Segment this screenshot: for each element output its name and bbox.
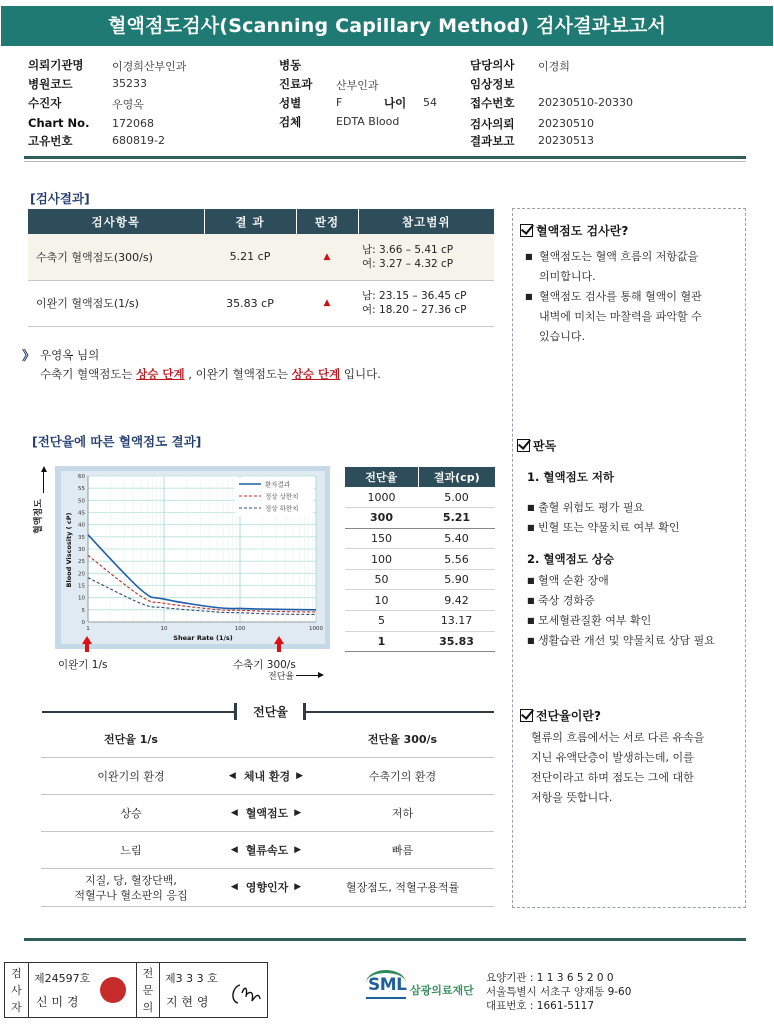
result-item: 수축기 혈액점도(300/s) bbox=[28, 234, 204, 280]
value-doctor: 이경희 bbox=[538, 60, 570, 73]
viscosity-chart bbox=[55, 466, 330, 649]
q1-bullet bbox=[525, 247, 740, 287]
right-arrow-icon bbox=[318, 672, 324, 678]
q3-text: 혈류의 흐름에서는 서로 다른 유속을 지닌 유액단층이 발생하는데, 이를 전단이라고 하며 점도는 그에 대한 저항을 뜻합니다. bbox=[531, 731, 705, 804]
shear-row bbox=[345, 590, 495, 611]
shear-result: 5.21 bbox=[418, 508, 495, 529]
high-title: 2. 혈액점도 상승 bbox=[527, 552, 615, 566]
shear-row bbox=[345, 508, 495, 529]
value-specimen: EDTA Blood bbox=[336, 115, 400, 128]
label-chart-no: Chart No. bbox=[28, 116, 90, 130]
patient-info bbox=[0, 0, 774, 160]
legend-label: 환자결과 bbox=[265, 480, 291, 489]
value-sex: F bbox=[336, 96, 343, 109]
label-sex: 성별 bbox=[279, 96, 302, 110]
right-triangle-icon: ▶ bbox=[294, 807, 302, 818]
q1-bullets bbox=[525, 247, 740, 347]
left-triangle-icon: ◀ bbox=[230, 807, 238, 818]
right-arrow-line bbox=[296, 675, 319, 676]
legend-label: 정상 상한치 bbox=[265, 492, 299, 501]
value-report-date: 20230513 bbox=[538, 134, 594, 147]
value-request-date: 20230510 bbox=[538, 117, 594, 130]
checkbox-checked-icon bbox=[520, 709, 533, 722]
divider-top-thin bbox=[24, 161, 746, 162]
header-shear-result: 결과(cp) bbox=[418, 467, 495, 487]
y-tick-label: 20 bbox=[78, 571, 85, 578]
lab-code: 요양기관 : 1 1 3 6 5 2 0 0 bbox=[486, 972, 614, 984]
comparison-right: 빠름 bbox=[391, 843, 414, 857]
high-bullet bbox=[527, 571, 715, 591]
q1-bullet bbox=[525, 287, 740, 347]
label-hospital-code: 병원코드 bbox=[28, 77, 73, 91]
reference-male: 남: 3.66 – 5.41 cP bbox=[362, 243, 454, 256]
result-row-diastolic bbox=[28, 280, 494, 326]
comparison-title: 전단율 bbox=[253, 705, 288, 719]
shear-row bbox=[345, 487, 495, 508]
value-receipt-no: 20230510-20330 bbox=[538, 96, 633, 109]
result-reference bbox=[358, 280, 494, 326]
y-tick-label: 50 bbox=[78, 498, 85, 505]
label-doctor: 담당의사 bbox=[470, 58, 515, 72]
low-bullets bbox=[527, 498, 680, 538]
low-bullet-text: 출혈 위험도 평가 필요 bbox=[538, 501, 645, 514]
shear-row bbox=[345, 611, 495, 632]
y-axis-marker-line bbox=[43, 471, 44, 493]
shear-rate: 10 bbox=[345, 590, 418, 611]
label-hospital: 의뢰기관명 bbox=[28, 58, 84, 72]
result-value: 5.21 cP bbox=[204, 234, 296, 280]
results-header-row bbox=[28, 209, 494, 234]
shear-row bbox=[345, 528, 495, 549]
q2-heading bbox=[517, 437, 556, 454]
y-tick-label: 10 bbox=[78, 595, 85, 602]
bullet-square-icon: ■ bbox=[527, 636, 535, 645]
comparison-right: 수축기의 환경 bbox=[368, 769, 437, 783]
q2-title: 판독 bbox=[533, 439, 557, 453]
signature-box bbox=[4, 962, 268, 1018]
comparison-mid-label: 영향인자 bbox=[245, 881, 289, 894]
comparison-left: 지질, 당, 혈장단백, 적혈구나 혈소판의 응집 bbox=[74, 873, 188, 902]
report-title: 혈액점도검사(Scanning Capillary Method) 검사결과보고서 bbox=[1, 6, 773, 46]
comparison-left: 상승 bbox=[120, 806, 142, 820]
comparison-left-header: 전단율 1/s bbox=[104, 733, 158, 746]
left-triangle-icon: ◀ bbox=[230, 882, 238, 892]
reference-female: 여: 18.20 – 27.36 cP bbox=[362, 304, 467, 316]
legend-label: 정상 하한치 bbox=[265, 504, 299, 513]
value-hospital-code: 35233 bbox=[112, 77, 147, 90]
y-axis-label: Blood Viscosity ( cP) bbox=[65, 512, 73, 588]
y-tick-label: 45 bbox=[78, 510, 85, 517]
comparison-header-row bbox=[41, 722, 494, 758]
y-tick-label: 15 bbox=[78, 583, 85, 590]
shear-result: 9.42 bbox=[418, 590, 495, 611]
q3-heading bbox=[520, 707, 601, 724]
label-request-date: 검사의뢰 bbox=[470, 117, 515, 131]
shear-result: 35.83 bbox=[418, 631, 495, 652]
q1-heading bbox=[520, 222, 628, 239]
examiner-license: 제24597호 bbox=[34, 972, 91, 985]
bullet-square-icon: ■ bbox=[527, 616, 535, 625]
examiner-label-text: 검사자 bbox=[11, 967, 22, 1014]
label-ward: 병동 bbox=[279, 58, 302, 72]
checkbox-checked-icon bbox=[520, 224, 533, 237]
specialist-signature-icon bbox=[228, 981, 262, 1007]
label-systolic: 수축기 300/s bbox=[233, 659, 296, 671]
comment-part-3: 입니다. bbox=[343, 367, 381, 381]
up-arrow-icon: ▲ bbox=[296, 234, 358, 280]
comparison-mid-label: 체내 환경 bbox=[243, 769, 291, 783]
label-patient: 수진자 bbox=[28, 96, 62, 110]
y-tick-label: 25 bbox=[78, 559, 85, 566]
examiner-seal-icon bbox=[100, 977, 126, 1003]
bullet-square-icon: ■ bbox=[525, 292, 533, 301]
comparison-left: 이완기의 환경 bbox=[97, 769, 165, 783]
shear-rate: 5 bbox=[345, 611, 418, 632]
bullet-square-icon: ■ bbox=[527, 503, 535, 512]
q3-title: 전단율이란? bbox=[536, 709, 601, 723]
shear-section-title: [전단율에 따른 혈액점도 결과] bbox=[32, 434, 202, 449]
comment-part-2: , 이완기 혈액점도는 bbox=[188, 367, 289, 381]
shear-table bbox=[345, 467, 495, 652]
shear-result: 5.00 bbox=[418, 487, 495, 508]
divider-top bbox=[24, 156, 746, 159]
result-item: 이완기 혈액점도(1/s) bbox=[28, 280, 204, 326]
double-chevron-icon: 》 bbox=[22, 349, 36, 364]
x-tick-label: 1 bbox=[86, 626, 90, 632]
examiner-name: 신 미 경 bbox=[36, 995, 79, 1009]
specialist-license: 제3 3 3 호 bbox=[165, 972, 218, 985]
x-axis-label: Shear Rate (1/s) bbox=[173, 634, 233, 642]
header-judgement: 판정 bbox=[296, 209, 358, 234]
comment-part-1: 수축기 혈액점도는 bbox=[40, 367, 133, 381]
bullet-square-icon: ■ bbox=[527, 596, 535, 605]
low-bullet bbox=[527, 498, 680, 518]
examiner-label bbox=[5, 963, 29, 1017]
bullet-square-icon: ■ bbox=[525, 252, 533, 261]
comparison-title-line-left bbox=[42, 711, 234, 713]
shear-table-body bbox=[345, 487, 495, 652]
header-shear-rate: 전단율 bbox=[345, 467, 418, 487]
info-side-panel bbox=[512, 208, 746, 908]
comparison-right-header: 전단율 300/s bbox=[367, 733, 438, 746]
high-bullet bbox=[527, 611, 715, 631]
bullet-square-icon: ■ bbox=[527, 523, 535, 532]
left-triangle-icon: ◀ bbox=[230, 844, 238, 855]
value-department: 산부인과 bbox=[336, 79, 379, 92]
left-triangle-icon: ◀ bbox=[228, 770, 236, 781]
label-unique-no: 고유번호 bbox=[28, 134, 73, 148]
y-tick-label: 35 bbox=[78, 534, 85, 541]
shear-rate: 50 bbox=[345, 569, 418, 590]
shear-rate: 1000 bbox=[345, 487, 418, 508]
specialist-name: 지 현 영 bbox=[166, 995, 209, 1009]
shear-result: 5.56 bbox=[418, 549, 495, 570]
red-arrow-stem bbox=[277, 643, 281, 652]
results-table bbox=[28, 209, 494, 327]
shear-result: 13.17 bbox=[418, 611, 495, 632]
low-bullet bbox=[527, 518, 680, 538]
comparison-mid-label: 혈액점도 bbox=[245, 806, 289, 820]
q1-bullet-text: 혈액점도는 혈액 흐름의 저항값을 의미합니다. bbox=[539, 250, 699, 283]
comparison-left: 느림 bbox=[120, 843, 142, 857]
low-title: 1. 혈액점도 저하 bbox=[527, 470, 615, 484]
value-hospital: 이경희산부인과 bbox=[112, 60, 187, 73]
specialist-label bbox=[136, 963, 160, 1017]
specialist-label-text: 전문의 bbox=[142, 967, 154, 1014]
y-tick-label: 5 bbox=[81, 607, 85, 614]
shear-row bbox=[345, 631, 495, 652]
result-row-systolic bbox=[28, 234, 494, 280]
x-tick-label: 10 bbox=[160, 626, 168, 632]
comparison-row bbox=[41, 832, 494, 869]
high-bullet bbox=[527, 631, 715, 651]
right-triangle-icon: ▶ bbox=[296, 770, 304, 781]
shear-axis-marker bbox=[268, 669, 328, 683]
up-arrow-icon bbox=[41, 466, 47, 472]
logo-underline bbox=[366, 997, 406, 999]
bullet-square-icon: ■ bbox=[527, 576, 535, 585]
high-bullet bbox=[527, 591, 715, 611]
value-chart-no: 172068 bbox=[112, 117, 154, 130]
high-bullet-text: 혈액 순환 장애 bbox=[538, 574, 609, 587]
value-patient: 우영옥 bbox=[112, 98, 144, 111]
x-tick-label: 100 bbox=[234, 626, 246, 632]
lab-phone: 대표번호 : 1661-5117 bbox=[486, 1000, 595, 1012]
shear-result: 5.90 bbox=[418, 569, 495, 590]
label-clinical-info: 임상정보 bbox=[470, 77, 515, 91]
comparison-mid-label: 혈류속도 bbox=[245, 843, 289, 857]
label-department: 진료과 bbox=[279, 77, 313, 91]
comment-name: 우영옥 님의 bbox=[40, 348, 100, 362]
label-report-date: 결과보고 bbox=[470, 134, 515, 148]
label-age: 나이 bbox=[384, 96, 407, 110]
reference-male: 남: 23.15 – 36.45 cP bbox=[362, 290, 467, 302]
x-tick-label: 1000 bbox=[309, 626, 323, 632]
up-arrow-icon: ▲ bbox=[296, 280, 358, 326]
y-axis-marker bbox=[34, 466, 54, 536]
high-bullet-text: 죽상 경화증 bbox=[538, 594, 595, 607]
comparison-row bbox=[41, 795, 494, 832]
comparison-title-line-right bbox=[306, 711, 494, 713]
divider-bottom bbox=[24, 938, 746, 941]
shear-rate: 150 bbox=[345, 528, 418, 549]
high-bullet-text: 생활습관 개선 및 약물치료 상담 필요 bbox=[538, 634, 715, 647]
comment-text bbox=[40, 366, 381, 382]
shear-rate: 100 bbox=[345, 549, 418, 570]
header-item: 검사항목 bbox=[28, 209, 204, 234]
lab-name: 삼광의료재단 bbox=[410, 984, 474, 997]
checkbox-checked-icon bbox=[517, 439, 530, 452]
red-arrow-stem bbox=[85, 643, 89, 652]
y-tick-label: 60 bbox=[78, 474, 85, 480]
comparison-row bbox=[41, 869, 494, 907]
right-triangle-icon: ▶ bbox=[294, 844, 302, 855]
comment-emphasis-2: 상승 단계 bbox=[291, 367, 341, 381]
comparison-right: 혈장점도, 적혈구용적률 bbox=[345, 881, 460, 894]
reference-female: 여: 3.27 – 4.32 cP bbox=[362, 257, 454, 270]
label-diastolic: 이완기 1/s bbox=[58, 659, 108, 671]
q1-title: 혈액점도 검사란? bbox=[536, 224, 629, 238]
header-result: 결 과 bbox=[204, 209, 296, 234]
q1-bullet-text: 혈액점도 검사를 통해 혈액이 혈관 내벽에 미치는 마찰력을 파악할 수 있습니다. bbox=[539, 290, 702, 343]
low-bullet-text: 빈혈 또는 약물치료 여부 확인 bbox=[538, 521, 680, 534]
right-triangle-icon: ▶ bbox=[294, 882, 302, 892]
lab-logo bbox=[366, 970, 482, 1010]
lab-address: 서울특별시 서초구 양재동 9-60 bbox=[486, 986, 632, 998]
result-value: 35.83 cP bbox=[204, 280, 296, 326]
comment-emphasis-1: 상승 단계 bbox=[136, 367, 185, 381]
header-reference: 참고범위 bbox=[358, 209, 494, 234]
y-tick-label: 30 bbox=[78, 547, 85, 553]
shear-header-row bbox=[345, 467, 495, 487]
high-bullet-text: 모세혈관질환 여부 확인 bbox=[538, 614, 652, 627]
label-receipt-no: 접수번호 bbox=[470, 96, 515, 110]
y-tick-label: 40 bbox=[78, 522, 85, 529]
chart-legend bbox=[235, 478, 313, 516]
shear-rate: 300 bbox=[345, 508, 418, 529]
shear-axis-label: 전단율 bbox=[268, 672, 295, 682]
y-axis-marker-label: 혈액점도 bbox=[33, 499, 44, 534]
value-age: 54 bbox=[423, 96, 437, 109]
logo-text: SML bbox=[368, 975, 407, 995]
comparison-right: 저하 bbox=[391, 806, 414, 820]
label-specimen: 검체 bbox=[279, 115, 302, 129]
high-bullets bbox=[527, 571, 715, 651]
shear-row bbox=[345, 569, 495, 590]
result-reference bbox=[358, 234, 494, 280]
shear-row bbox=[345, 549, 495, 570]
y-tick-label: 55 bbox=[78, 486, 85, 493]
shear-rate: 1 bbox=[345, 631, 418, 652]
y-tick-label: 0 bbox=[81, 620, 85, 626]
shear-result: 5.40 bbox=[418, 528, 495, 549]
results-section-title: [검사결과] bbox=[30, 191, 90, 206]
comparison-row bbox=[41, 758, 494, 795]
value-unique-no: 680819-2 bbox=[112, 134, 165, 147]
